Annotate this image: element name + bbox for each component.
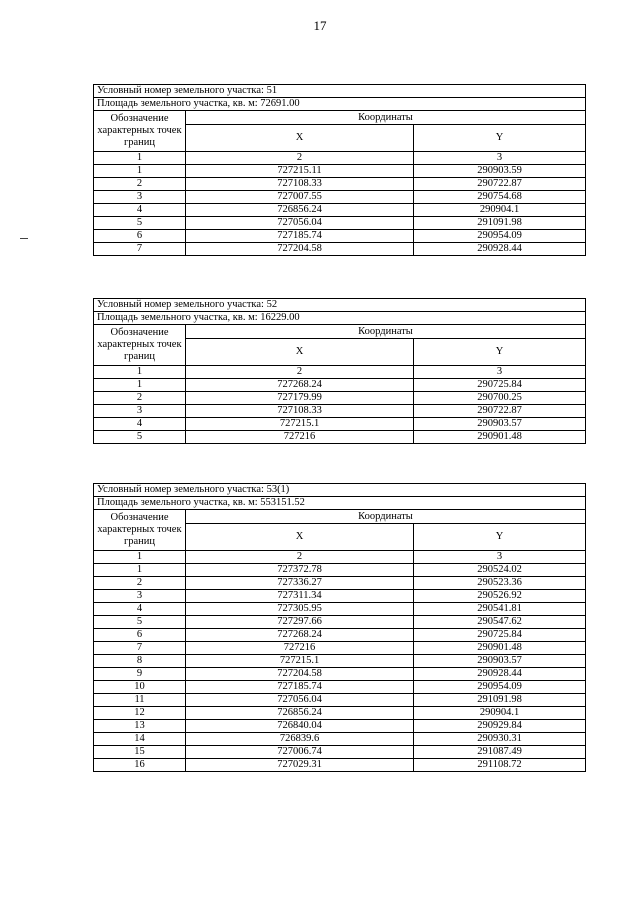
point-number-cell: 5 [94, 431, 186, 444]
header-row [94, 510, 586, 524]
coordinates-header: Координаты [186, 111, 586, 125]
table-row [94, 165, 586, 178]
margin-mark [20, 238, 28, 239]
table-row [94, 720, 586, 733]
x-coordinate-cell: 727204.58 [186, 243, 414, 256]
y-coordinate-cell: 290929.84 [414, 720, 586, 733]
parcel-area-row [94, 497, 586, 510]
y-coordinate-cell: 290928.44 [414, 243, 586, 256]
column-index-cell: 2 [186, 152, 414, 165]
x-coordinate-cell: 727006.74 [186, 746, 414, 759]
point-number-cell: 11 [94, 694, 186, 707]
x-coordinate-cell: 727108.33 [186, 178, 414, 191]
point-number-cell: 9 [94, 668, 186, 681]
parcel-table [93, 298, 586, 444]
point-number-cell: 3 [94, 191, 186, 204]
x-coordinate-cell: 727056.04 [186, 694, 414, 707]
table-row [94, 564, 586, 577]
x-coordinate-cell: 727029.31 [186, 759, 414, 772]
table-row [94, 733, 586, 746]
table-row [94, 243, 586, 256]
y-coordinate-cell: 290754.68 [414, 191, 586, 204]
point-number-cell: 4 [94, 204, 186, 217]
x-coordinate-cell: 727311.34 [186, 590, 414, 603]
table-row [94, 191, 586, 204]
coordinates-header: Координаты [186, 510, 586, 524]
x-coordinate-cell: 727268.24 [186, 379, 414, 392]
x-coordinate-cell: 727215.11 [186, 165, 414, 178]
point-number-cell: 10 [94, 681, 186, 694]
table-row [94, 217, 586, 230]
column-index-cell: 2 [186, 551, 414, 564]
point-designation-header: Обозначение характерных точек границ [94, 510, 186, 551]
table-row [94, 629, 586, 642]
x-header: X [186, 125, 414, 152]
table-row [94, 204, 586, 217]
table-row [94, 707, 586, 720]
x-coordinate-cell: 727216 [186, 642, 414, 655]
table-row [94, 178, 586, 191]
page-number: 17 [313, 18, 327, 33]
parcel-area-label: Площадь земельного участка, кв. м: 16229.00 [94, 312, 586, 325]
x-coordinate-cell: 726856.24 [186, 707, 414, 720]
table-row [94, 642, 586, 655]
y-coordinate-cell: 291087.49 [414, 746, 586, 759]
x-coordinate-cell: 727216 [186, 431, 414, 444]
point-number-cell: 2 [94, 577, 186, 590]
x-coordinate-cell: 726840.04 [186, 720, 414, 733]
table-row [94, 379, 586, 392]
x-coordinate-cell: 727185.74 [186, 681, 414, 694]
y-coordinate-cell: 291108.72 [414, 759, 586, 772]
point-number-cell: 5 [94, 217, 186, 230]
point-number-cell: 2 [94, 392, 186, 405]
table-row [94, 655, 586, 668]
y-coordinate-cell: 290930.31 [414, 733, 586, 746]
table-row [94, 603, 586, 616]
table-row [94, 230, 586, 243]
column-index-row [94, 551, 586, 564]
column-index-cell: 1 [94, 366, 186, 379]
point-number-cell: 1 [94, 165, 186, 178]
y-coordinate-cell: 290524.02 [414, 564, 586, 577]
y-coordinate-cell: 291091.98 [414, 217, 586, 230]
y-header: Y [414, 524, 586, 551]
point-number-cell: 2 [94, 178, 186, 191]
coordinates-header: Координаты [186, 325, 586, 339]
table-row [94, 431, 586, 444]
point-number-cell: 3 [94, 405, 186, 418]
point-number-cell: 14 [94, 733, 186, 746]
parcel-number-label: Условный номер земельного участка: 53(1) [94, 484, 586, 497]
parcel-table [93, 483, 586, 772]
x-coordinate-cell: 727215.1 [186, 655, 414, 668]
y-coordinate-cell: 290954.09 [414, 681, 586, 694]
y-coordinate-cell: 290725.84 [414, 379, 586, 392]
x-coordinate-cell: 727179.99 [186, 392, 414, 405]
point-number-cell: 16 [94, 759, 186, 772]
y-coordinate-cell: 290901.48 [414, 431, 586, 444]
column-index-row [94, 152, 586, 165]
x-coordinate-cell: 727215.1 [186, 418, 414, 431]
y-coordinate-cell: 290928.44 [414, 668, 586, 681]
x-coordinate-cell: 726856.24 [186, 204, 414, 217]
y-coordinate-cell: 290523.36 [414, 577, 586, 590]
column-index-cell: 2 [186, 366, 414, 379]
table-row [94, 418, 586, 431]
parcel-area-label: Площадь земельного участка, кв. м: 553151.52 [94, 497, 586, 510]
point-number-cell: 8 [94, 655, 186, 668]
y-coordinate-cell: 290725.84 [414, 629, 586, 642]
y-coordinate-cell: 291091.98 [414, 694, 586, 707]
x-coordinate-cell: 727268.24 [186, 629, 414, 642]
x-coordinate-cell: 727056.04 [186, 217, 414, 230]
table-row [94, 405, 586, 418]
point-number-cell: 5 [94, 616, 186, 629]
column-index-cell: 3 [414, 152, 586, 165]
point-number-cell: 6 [94, 629, 186, 642]
y-coordinate-cell: 290526.92 [414, 590, 586, 603]
table-row [94, 681, 586, 694]
parcel-number-label: Условный номер земельного участка: 52 [94, 299, 586, 312]
point-number-cell: 7 [94, 642, 186, 655]
x-coordinate-cell: 727305.95 [186, 603, 414, 616]
x-coordinate-cell: 727007.55 [186, 191, 414, 204]
table-row [94, 392, 586, 405]
parcel-number-row [94, 484, 586, 497]
point-designation-header: Обозначение характерных точек границ [94, 111, 186, 152]
table-row [94, 694, 586, 707]
x-coordinate-cell: 727297.66 [186, 616, 414, 629]
y-coordinate-cell: 290722.87 [414, 405, 586, 418]
column-index-cell: 1 [94, 551, 186, 564]
y-coordinate-cell: 290954.09 [414, 230, 586, 243]
parcel-area-row [94, 98, 586, 111]
point-designation-header: Обозначение характерных точек границ [94, 325, 186, 366]
point-number-cell: 12 [94, 707, 186, 720]
y-coordinate-cell: 290904.1 [414, 707, 586, 720]
header-row [94, 111, 586, 125]
y-coordinate-cell: 290904.1 [414, 204, 586, 217]
y-coordinate-cell: 290903.57 [414, 418, 586, 431]
point-number-cell: 7 [94, 243, 186, 256]
parcel-area-label: Площадь земельного участка, кв. м: 72691.00 [94, 98, 586, 111]
y-header: Y [414, 125, 586, 152]
x-header: X [186, 339, 414, 366]
column-index-cell: 3 [414, 366, 586, 379]
point-number-cell: 1 [94, 564, 186, 577]
point-number-cell: 4 [94, 603, 186, 616]
table-row [94, 590, 586, 603]
parcel-table [93, 84, 586, 256]
table-row [94, 616, 586, 629]
column-index-cell: 3 [414, 551, 586, 564]
y-coordinate-cell: 290901.48 [414, 642, 586, 655]
y-coordinate-cell: 290700.25 [414, 392, 586, 405]
point-number-cell: 6 [94, 230, 186, 243]
y-coordinate-cell: 290547.62 [414, 616, 586, 629]
parcel-area-row [94, 312, 586, 325]
x-coordinate-cell: 727185.74 [186, 230, 414, 243]
table-row [94, 668, 586, 681]
table-row [94, 577, 586, 590]
x-coordinate-cell: 727336.27 [186, 577, 414, 590]
point-number-cell: 3 [94, 590, 186, 603]
header-row [94, 325, 586, 339]
point-number-cell: 13 [94, 720, 186, 733]
y-coordinate-cell: 290541.81 [414, 603, 586, 616]
table-row [94, 759, 586, 772]
column-index-row [94, 366, 586, 379]
x-coordinate-cell: 727204.58 [186, 668, 414, 681]
parcel-number-row [94, 85, 586, 98]
y-header: Y [414, 339, 586, 366]
table-row [94, 746, 586, 759]
column-index-cell: 1 [94, 152, 186, 165]
y-coordinate-cell: 290903.57 [414, 655, 586, 668]
x-coordinate-cell: 727372.78 [186, 564, 414, 577]
x-coordinate-cell: 727108.33 [186, 405, 414, 418]
x-header: X [186, 524, 414, 551]
y-coordinate-cell: 290722.87 [414, 178, 586, 191]
x-coordinate-cell: 726839.6 [186, 733, 414, 746]
point-number-cell: 1 [94, 379, 186, 392]
point-number-cell: 4 [94, 418, 186, 431]
y-coordinate-cell: 290903.59 [414, 165, 586, 178]
parcel-number-row [94, 299, 586, 312]
point-number-cell: 15 [94, 746, 186, 759]
parcel-number-label: Условный номер земельного участка: 51 [94, 85, 586, 98]
